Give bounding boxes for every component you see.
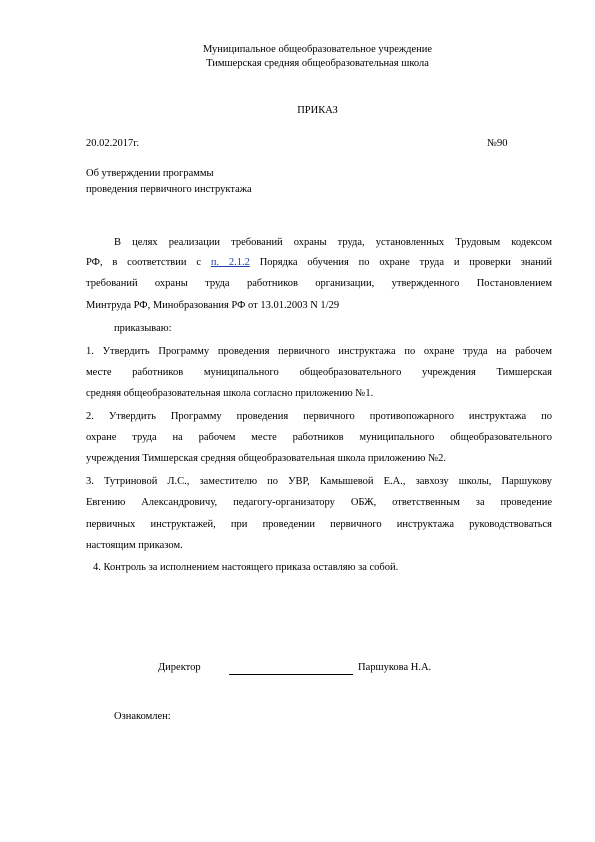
item3-line1: 3. Тутриновой Л.С., заместителю по УВР, Камышевой Е.А., завхозу школы, Паршукову	[86, 476, 552, 487]
item2-line1: 2. Утвердить Программу проведения первичного противопожарного инструктажа по	[86, 411, 552, 422]
item3-line4: настоящим приказом.	[86, 540, 183, 551]
item3-line2: Евгению Александровичу, педагогу-организатору ОБЖ, ответственным за проведение	[86, 497, 552, 508]
preamble-line1: В целях реализации требований охраны труда, установленных Трудовым кодексом	[114, 237, 552, 248]
preamble-line2-end: Порядка обучения по охране труда и проверки знаний	[249, 257, 553, 268]
preamble-line2	[86, 256, 552, 270]
item1-line1: 1. Утвердить Программу проведения первичного инструктажа по охране труда на рабочем	[86, 346, 552, 357]
item2-line3: учреждения Тимшерская средняя общеобразовательная школа приложению №2.	[86, 453, 446, 464]
order-word: приказываю:	[114, 323, 172, 334]
item1-line2: месте работников муниципального общеобразовательного учреждения Тимшерская	[86, 367, 552, 378]
item4-line1: 4. Контроль за исполнением настоящего приказа оставляю за собой.	[93, 562, 399, 573]
clause-link[interactable]: п. 2.1.2	[210, 257, 250, 268]
document-number: №90	[487, 138, 508, 149]
item1-line3: средняя общеобразовательная школа согласно приложению №1.	[86, 388, 374, 399]
subject-line1: Об утверждении программы	[86, 168, 214, 179]
preamble-line4: Минтруда РФ, Минобразования РФ от 13.01.2003 N 1/29	[86, 300, 340, 311]
document-title: ПРИКАЗ	[297, 105, 338, 116]
acquainted-label: Ознакомлен:	[114, 711, 171, 722]
item2-line2: охране труда на рабочем месте работников муниципального общеобразовательного	[86, 432, 552, 443]
org-name-line2: Тимшерская средняя общеобразовательная школа	[206, 58, 429, 69]
document-date: 20.02.2017г.	[86, 138, 139, 149]
signature-name: Паршукова Н.А.	[358, 662, 432, 673]
item3-line3: первичных инструктажей, при проведении первичного инструктажа руководствоваться	[86, 519, 552, 530]
org-name-line1: Муниципальное общеобразовательное учреждение	[202, 44, 433, 55]
preamble-line2-start: РФ, в соответствии с	[86, 257, 211, 268]
preamble-line3: требований охраны труда работников организации, утвержденного Постановлением	[86, 278, 552, 289]
subject-line2: проведения первичного инструктажа	[86, 184, 252, 195]
signature-line	[229, 662, 353, 680]
signature-role: Директор	[158, 662, 201, 673]
